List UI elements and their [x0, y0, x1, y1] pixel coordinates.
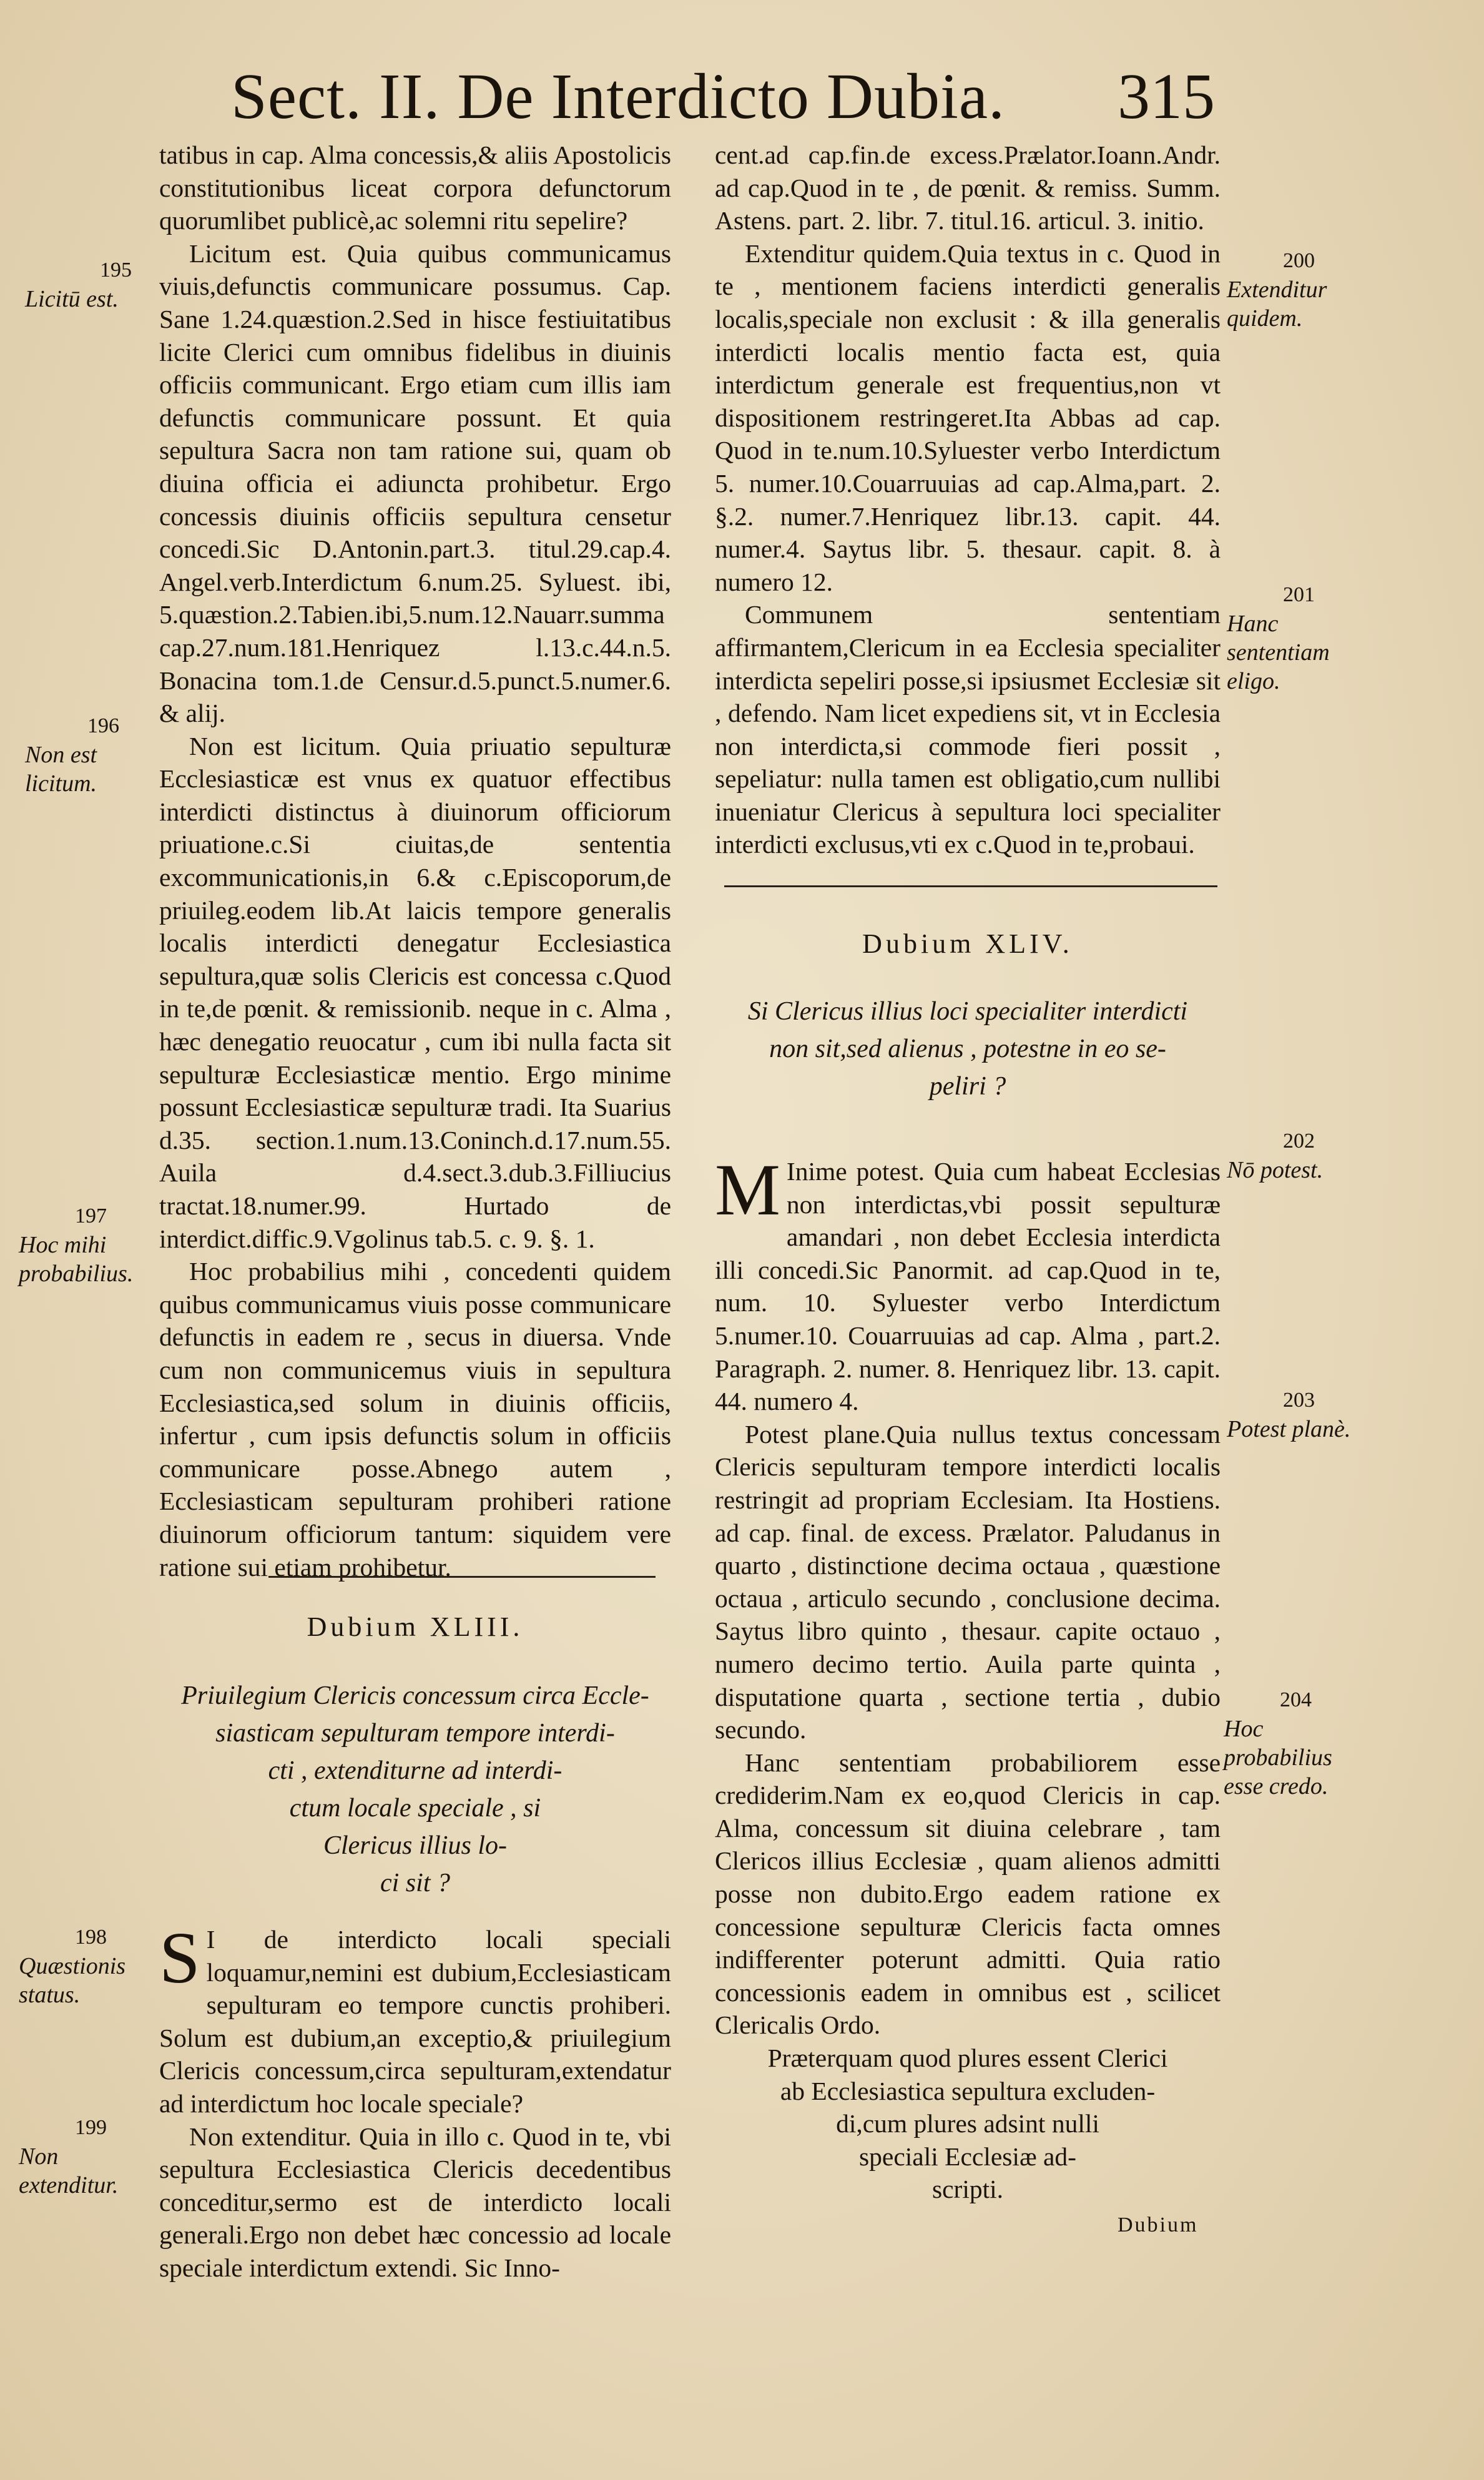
paragraph: Non extenditur. Quia in illo c. Quod in te, vbi sepultura Ecclesiastica Clericis decedentibus conceditur,sermo est de interdicto locali generali.Ergo non debet hæc concessio ad locale speciale interdictum extendi. Sic Inno-	[159, 2122, 671, 2282]
tapered-ending: Præterquam quod plures essent Clerici ab Ecclesiastica sepultura excluden- di,cum plures adsint nulli speciali Ecclesiæ ad- scripti.	[767, 2044, 1168, 2204]
margin-note: 196 Non est licitum.	[25, 714, 119, 797]
margin-note: 200 Extenditur quidem.	[1227, 249, 1327, 332]
page-header	[0, 59, 1484, 140]
right-column-lower	[715, 1149, 1221, 2206]
paragraph: S I de interdicto locali speciali loquamur,nemini est dubium,Ecclesiasticam sepulturam eo tempore cunctis prohiberi. Solum est dubium,an exceptio,& priuilegium Clericis concessum,circa sepulturam,extendatur ad interdictum hoc locale speciale?	[159, 1917, 671, 2118]
paragraph: Hoc probabilius mihi , concedenti quidem quibus communicamus viuis posse communicare defunctis in eadem re , secus in diuersa. Vnde cum non communicemus viuis in sepultura Ecclesiastica,sed solum in diuinis officiis, infertur , cum ipsis defunctis solum in officiis communicare posse.Abnego autem , Ecclesiasticam sepulturam prohiberi ratione diuinorum officiorum tantum: siquidem vere ratione sui etiam prohibetur.	[159, 1257, 671, 1582]
question-line: ci sit ?	[380, 1869, 450, 1897]
catchword: Dubium	[1118, 2213, 1199, 2236]
right-column	[715, 139, 1221, 861]
paragraph: M Inime potest. Quia cum habeat Ecclesias non interdictas,vbi possit sepulturæ amandari , non debet Ecclesia interdicta illi concedi.Sic Panormit. ad cap.Quod in te, num. 10. Syluester verbo Interdictum 5.numer.10. Couarruuias ad cap. Alma , part.2. Paragraph. 2. numer. 8. Henriquez libr. 13. capit. 44. numero 4.	[715, 1149, 1221, 1416]
paragraph: Hanc sententiam probabiliorem esse crediderim.Nam ex eo,quod Clericis in cap. Alma, concessum sit diuina celebrare , tam Clericos illius Ecclesiæ , quam alienos admitti posse non dubito.Ergo eadem ratione ex concessione sepulturæ Clericis facta omnes indifferenter poterunt admitti. Quia ratio concessionis eadem in omnibus est , scilicet Clericalis Ordo.	[715, 1748, 1221, 2040]
paragraph: cent.ad cap.fin.de excess.Prælator.Ioann.Andr. ad cap.Quod in te , de pœnit. & remiss. Summ. Astens. part. 2. libr. 7. titul.16. articul. 3. initio.	[715, 140, 1221, 235]
margin-note: 195 Licitū est.	[25, 258, 132, 312]
margin-note: 197 Hoc mihi probabilius.	[19, 1204, 134, 1287]
dubium-heading: Dubium XLIII.	[307, 1612, 524, 1642]
dubium-question	[159, 1677, 671, 1902]
section-divider	[268, 1576, 656, 1578]
running-title: Sect. II. De Interdicto Dubia.	[231, 61, 1006, 132]
question-line: ctum locale speciale , si	[289, 1794, 541, 1823]
section-divider	[724, 885, 1217, 887]
paragraph: Potest plane.Quia nullus textus concessam Clericis sepulturam tempore interdicti localis restringit ad propriam Ecclesiam. Ita Hostiens. ad cap. final. de excess. Prælator. Paludanus in quarto , distinctione decima octaua , quæstione octaua , articulo secundo , conclusione decima. Saytus libro quinto , thesaur. capite octauo , numero decimo tertio. Auila parte quinta , disputatione quarta , sectione tertia , dubio secundo.	[715, 1419, 1221, 1744]
margin-note: 202 Nō potest.	[1227, 1129, 1324, 1183]
question-line: peliri ?	[929, 1072, 1006, 1101]
question-line: siasticam sepulturam tempore interdi-	[215, 1719, 615, 1748]
paragraph: Extenditur quidem.Quia textus in c. Quod in te , mentionem faciens interdicti generalis localis,speciale non exclusit : & illa generalis interdicti localis mentio facta est, quia interdictum generale est frequentius,non vt dispositionem restringeret.Ita Abbas ad cap. Quod in te.num.10.Syluester verbo Interdictum 5. numer.10.Couarruuias ad cap.Alma,part. 2. §.2. numer.7.Henriquez libr.13. capit. 44. numer.4. Saytus libr. 5. thesaur. capit. 8. à numero 12.	[715, 239, 1221, 596]
left-column	[159, 139, 671, 1583]
question-line: cti , extenditurne ad interdi-	[268, 1756, 563, 1785]
margin-note: 204 Hoc probabilius esse credo.	[1224, 1688, 1332, 1799]
dubium-heading: Dubium XLIV.	[862, 928, 1073, 959]
left-column-lower	[159, 1917, 671, 2285]
question-line: non sit,sed alienus , potestne in eo se-	[769, 1035, 1166, 1063]
margin-note: 203 Potest planè.	[1227, 1389, 1351, 1442]
dubium-question	[715, 993, 1221, 1105]
drop-cap: M	[715, 1149, 780, 1231]
paragraph: tatibus in cap. Alma concessis,& aliis Apostolicis constitutionibus liceat corpora defunctorum quorumlibet publicè,ac solemni ritu sepelire?	[159, 140, 671, 235]
paragraph: Communem sententiam affirmantem,Clericum in ea Ecclesia specialiter interdicta sepeliri posse,si ipsiusmet Ecclesiæ sit , defendo. Nam licet expediens sit, vt in Ecclesia non interdicta,si commode fieri possit , sepeliatur: nulla tamen est obligatio,cum nullibi inueniatur Clericus à sepultura loci specialiter interdicti exclusus,vti ex c.Quod in te,probaui.	[715, 600, 1221, 859]
margin-note: 198 Quæstionis status.	[19, 1926, 126, 2008]
question-line: Priuilegium Clericis concessum circa Eccle-	[181, 1681, 649, 1710]
margin-note: 199 Non extenditur.	[19, 2116, 119, 2198]
margin-note: 201 Hanc sententiam eligo.	[1227, 583, 1330, 694]
question-line: Clericus illius lo-	[323, 1831, 507, 1860]
question-line: Si Clericus illius loci specialiter interdicti	[747, 997, 1188, 1026]
drop-cap: S	[159, 1917, 200, 1999]
paragraph: Licitum est. Quia quibus communicamus viuis,defunctis communicare possumus. Cap. Sane 1.24.quæstion.2.Sed in hisce festiuitatibus licite Clerici cum omnibus fidelibus in diuinis officiis communicant. Ergo etiam cum illis iam defunctis communicare possunt. Et quia sepultura Sacra non tam ratione sui, quam ob diuina officia ei adiuncta prohibetur. Ergo concessis diuinis officiis sepultura censetur concedi.Sic D.Antonin.part.3. titul.29.cap.4. Angel.verb.Interdictum 6.num.25. Syluest. ibi, 5.quæstion.2.Tabien.ibi,5.num.12.Nauarr.summa cap.27.num.181.Henriquez l.13.c.44.n.5. Bonacina tom.1.de Censur.d.5.punct.5.numer.6. & alij.	[159, 239, 671, 728]
page-number: 315	[1118, 61, 1215, 132]
paragraph: Non est licitum. Quia priuatio sepulturæ Ecclesiasticæ est vnus ex quatuor effectibus interdicti distinctus à diuinorum officiorum priuatione.c.Si ciuitas,de sententia excommunicationis,in 6.& c.Episcoporum,de priuileg.eodem lib.At laicis tempore generalis localis interdicti denegatur Ecclesiastica sepultura,quæ solis Clericis est concessa c.Quod in te,de pœnit. & remissionib. neque in c. Alma , hæc denegatio reuocatur , cum ibi nulla facta sit sepulturæ Ecclesiasticæ mentio. Ergo minime possunt Ecclesiasticæ sepulturæ tradi. Ita Suarius d.35. section.1.num.13.Coninch.d.17.num.55. Auila d.4.sect.3.dub.3.Filliucius tractat.18.numer.99. Hurtado de interdict.diffic.9.Vgolinus tab.5. c. 9. §. 1.	[159, 731, 671, 1253]
